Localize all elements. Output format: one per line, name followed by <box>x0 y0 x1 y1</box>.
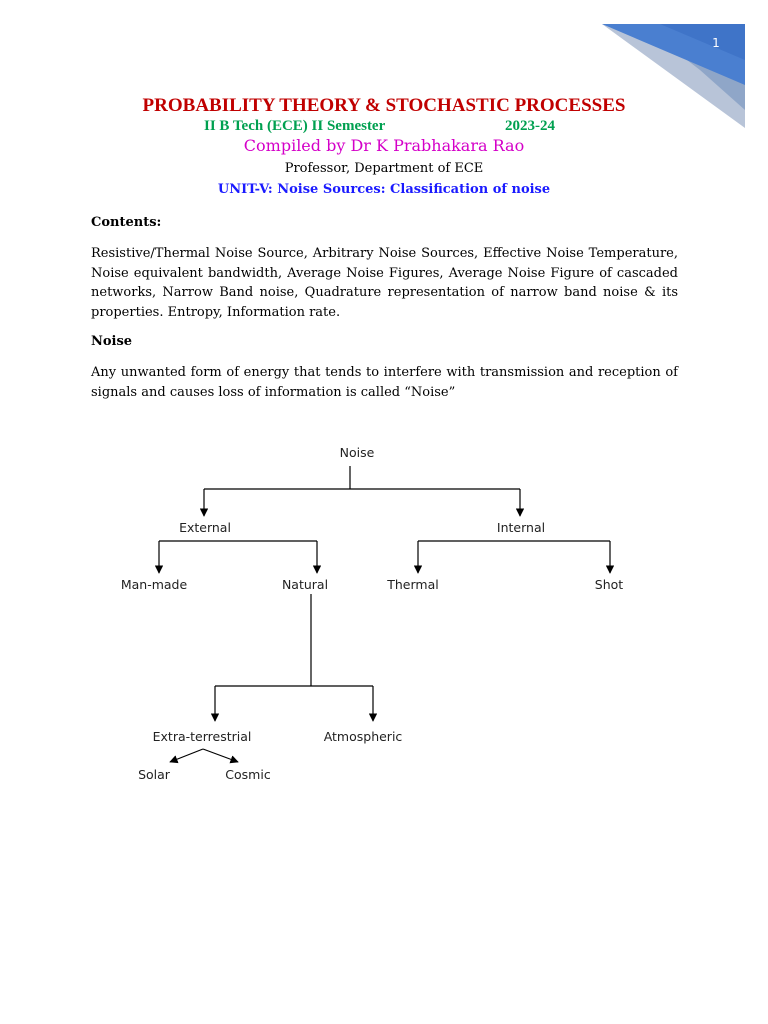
node-extra-terrestrial: Extra-terrestrial <box>152 729 252 744</box>
compiled-by: Compiled by Dr K Prabhakara Rao <box>243 136 525 155</box>
unit-title: UNIT-V: Noise Sources: Classification of noise <box>217 182 551 197</box>
noise-definition: Any unwanted form of energy that tends to interfere with transmission and reception of signals and causes loss of information is called “Noise” <box>91 365 678 400</box>
node-shot: Shot <box>594 577 624 592</box>
node-external: External <box>179 520 231 535</box>
node-natural: Natural <box>281 577 329 592</box>
course-label: II B Tech (ECE) II Semester <box>204 118 386 134</box>
node-atmospheric: Atmospheric <box>323 729 403 744</box>
noise-heading: Noise <box>91 334 133 349</box>
page-number: 1 <box>712 36 720 50</box>
document-title: PROBABILITY THEORY & STOCHASTIC PROCESSES <box>142 95 626 116</box>
node-solar: Solar <box>138 767 170 782</box>
node-noise: Noise <box>339 445 375 460</box>
node-man-made: Man-made <box>120 577 188 592</box>
node-thermal: Thermal <box>387 577 439 592</box>
noise-classification-diagram <box>0 430 768 800</box>
contents-text: Resistive/Thermal Noise Source, Arbitrary Noise Sources, Effective Noise Temperature, Noise equivalent bandwidth, Average Noise Figures, Average Noise Figure of cascaded networks, Narrow Band noise, Quadrature representation of narrow band noise & its properties. Entropy, Information rate. <box>91 246 678 320</box>
node-internal: Internal <box>496 520 546 535</box>
academic-year: 2023-24 <box>505 118 555 134</box>
node-cosmic: Cosmic <box>225 767 271 782</box>
contents-heading: Contents: <box>91 215 162 230</box>
author-designation: Professor, Department of ECE <box>284 161 484 176</box>
